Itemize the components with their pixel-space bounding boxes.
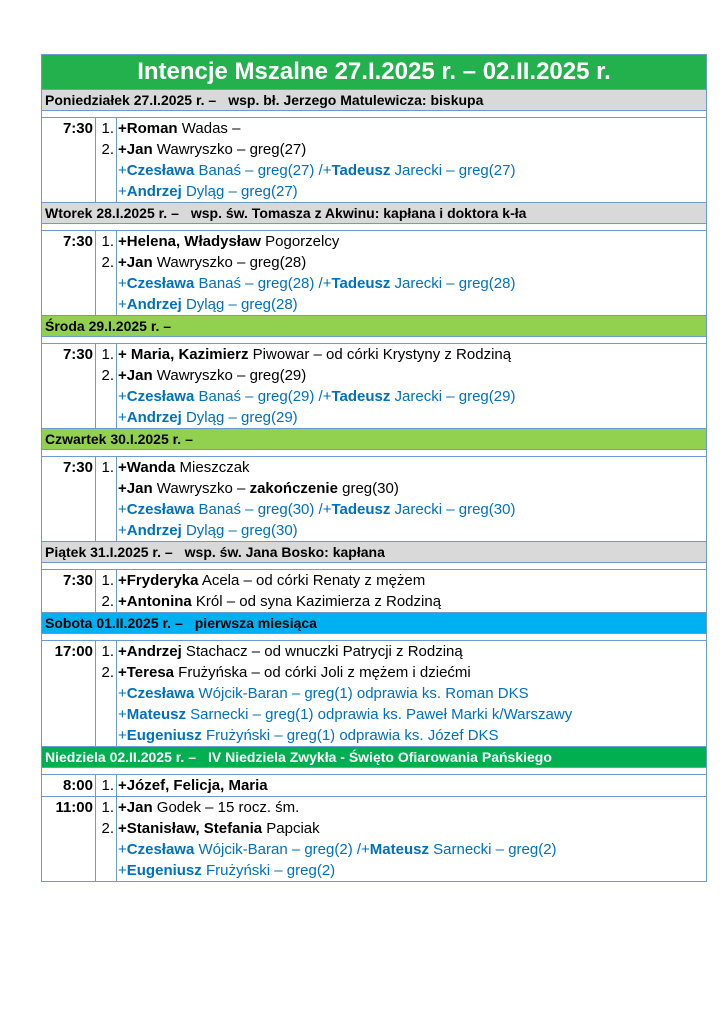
- intention-detail: Banaś – greg(29) /+: [194, 388, 332, 405]
- intention-name: Czesława: [126, 388, 195, 405]
- intention-text: [117, 181, 298, 202]
- intention-text: [117, 725, 499, 746]
- mass-time: 8:00: [42, 775, 96, 796]
- intention-text: [117, 252, 306, 273]
- intention-name: +Jan: [118, 254, 153, 271]
- intention-text: [117, 294, 298, 315]
- intention-number: [96, 181, 117, 202]
- row-spacer: [42, 337, 706, 344]
- intention-line: [96, 818, 706, 839]
- intention-text: [117, 591, 441, 612]
- row-spacer: [42, 768, 706, 775]
- intention-number: 1.: [96, 775, 117, 796]
- intention-text: [117, 570, 425, 591]
- intention-name: +Józef, Felicja, Maria: [118, 777, 268, 794]
- mass-time: 7:30: [42, 344, 96, 428]
- intention-detail: Papciak: [262, 820, 320, 837]
- intention-number: [96, 725, 117, 746]
- row-spacer: [42, 111, 706, 118]
- intention-line: [96, 704, 706, 725]
- mass-time: 11:00: [42, 797, 96, 881]
- intention-line: [96, 775, 706, 796]
- intention-detail: Wawryszko – greg(29): [152, 367, 307, 384]
- intention-detail: Wadas –: [177, 120, 241, 137]
- intention-number: [96, 704, 117, 725]
- row-spacer: [42, 450, 706, 457]
- day-date: Wtorek 28.I.2025 r. –: [45, 205, 179, 221]
- intention-number: 1.: [96, 570, 117, 591]
- intention-name: +Jan: [118, 799, 153, 816]
- intention-text: [117, 407, 298, 428]
- intention-line: [96, 797, 706, 818]
- intention-text: [117, 818, 320, 839]
- intention-name: Eugeniusz: [126, 862, 202, 879]
- intention-name: +Antonina: [118, 593, 192, 610]
- intention-detail: Jarecki – greg(30): [390, 501, 516, 518]
- intention-text: [117, 457, 250, 478]
- intention-number: [96, 499, 117, 520]
- mass-row: [42, 118, 706, 203]
- intention-line: [96, 520, 706, 541]
- intention-number: 2.: [96, 365, 117, 386]
- intention-detail: Król – od syna Kazimierza z Rodziną: [191, 593, 442, 610]
- intention-name: Andrzej: [126, 409, 182, 426]
- intentions-table: [41, 54, 707, 882]
- intention-detail: +: [118, 183, 127, 200]
- intention-line: [96, 499, 706, 520]
- intention-text: [117, 386, 515, 407]
- intention-detail: Dyląg – greg(27): [181, 183, 298, 200]
- intention-text: [117, 520, 298, 541]
- intention-text: [117, 641, 463, 662]
- intention-detail: +: [118, 685, 127, 702]
- intention-detail: Wawryszko – greg(27): [152, 141, 307, 158]
- intention-detail: Mieszczak: [175, 459, 250, 476]
- intention-number: 1.: [96, 641, 117, 662]
- intention-name: Andrzej: [126, 183, 182, 200]
- intention-text: [117, 704, 572, 725]
- intention-text: [117, 662, 471, 683]
- intention-text: [117, 683, 529, 704]
- intention-line: [96, 478, 706, 499]
- intention-text: [117, 231, 339, 252]
- intention-name: Tadeusz: [331, 501, 391, 518]
- intention-line: [96, 181, 706, 202]
- intention-detail: Frużyński – greg(1) odprawia ks. Józef DKS: [201, 727, 499, 744]
- intention-name: Andrzej: [126, 522, 182, 539]
- mass-time: 17:00: [42, 641, 96, 746]
- intention-name: Tadeusz: [331, 162, 391, 179]
- intention-name: +Helena, Władysław: [118, 233, 261, 250]
- intention-line: [96, 683, 706, 704]
- intention-detail: +: [118, 388, 127, 405]
- intention-name: Eugeniusz: [126, 727, 202, 744]
- intention-number: [96, 160, 117, 181]
- intention-name: zakończenie: [249, 480, 338, 497]
- intention-text: [117, 797, 299, 818]
- intention-detail: Piwowar – od córki Krystyny z Rodziną: [248, 346, 512, 363]
- intention-text: [117, 365, 306, 386]
- intention-name: +Jan: [118, 480, 153, 497]
- intention-line: [96, 570, 706, 591]
- mass-time: 7:30: [42, 231, 96, 315]
- intention-line: [96, 273, 706, 294]
- intention-detail: Dyląg – greg(30): [181, 522, 298, 539]
- intention-number: 2.: [96, 139, 117, 160]
- intention-detail: Banaś – greg(30) /+: [194, 501, 332, 518]
- intention-line: [96, 344, 706, 365]
- intention-line: [96, 160, 706, 181]
- intention-detail: Wawryszko –: [152, 480, 250, 497]
- intention-detail: Godek – 15 rocz. śm.: [152, 799, 300, 816]
- intention-text: [117, 344, 511, 365]
- intention-number: [96, 294, 117, 315]
- intention-name: +Jan: [118, 367, 153, 384]
- intention-line: [96, 118, 706, 139]
- mass-row: [42, 231, 706, 316]
- intention-name: Tadeusz: [331, 388, 391, 405]
- intention-detail: +: [118, 409, 127, 426]
- intention-name: Czesława: [126, 275, 195, 292]
- day-feast: IV Niedziela Zwykła - Święto Ofiarowania Pańskiego: [208, 749, 552, 765]
- intention-name: +Wanda: [118, 459, 176, 476]
- intention-detail: Stachacz – od wnuczki Patrycji z Rodziną: [181, 643, 463, 660]
- intention-line: [96, 860, 706, 881]
- intention-detail: Jarecki – greg(28): [390, 275, 516, 292]
- intention-number: [96, 683, 117, 704]
- intention-number: [96, 273, 117, 294]
- intention-number: [96, 407, 117, 428]
- intention-line: [96, 457, 706, 478]
- day-feast: pierwsza miesiąca: [194, 615, 317, 631]
- mass-row: [42, 797, 706, 882]
- day-header: [42, 316, 706, 337]
- intention-number: [96, 860, 117, 881]
- intention-detail: +: [118, 862, 127, 879]
- intention-number: [96, 839, 117, 860]
- mass-row: [42, 641, 706, 747]
- intention-detail: Frużyńska – od córki Joli z mężem i dziećmi: [174, 664, 471, 681]
- intention-text: [117, 139, 306, 160]
- mass-time: 7:30: [42, 570, 96, 612]
- intention-detail: Acela – od córki Renaty z mężem: [198, 572, 426, 589]
- intention-detail: +: [118, 522, 127, 539]
- intention-detail: Banaś – greg(27) /+: [194, 162, 332, 179]
- intention-line: [96, 407, 706, 428]
- intention-number: [96, 478, 117, 499]
- intention-detail: Jarecki – greg(29): [390, 388, 516, 405]
- row-spacer: [42, 224, 706, 231]
- day-date: Czwartek 30.I.2025 r. –: [45, 431, 193, 447]
- day-header: [42, 203, 706, 224]
- intention-text: [117, 118, 240, 139]
- intention-detail: Wawryszko – greg(28): [152, 254, 307, 271]
- intention-number: 2.: [96, 252, 117, 273]
- intention-line: [96, 641, 706, 662]
- intention-text: [117, 860, 335, 881]
- row-spacer: [42, 634, 706, 641]
- intention-number: 2.: [96, 662, 117, 683]
- intention-number: 2.: [96, 818, 117, 839]
- day-date: Poniedziałek 27.I.2025 r. –: [45, 92, 217, 108]
- intention-line: [96, 839, 706, 860]
- intention-name: Tadeusz: [331, 275, 391, 292]
- intention-detail: +: [118, 296, 127, 313]
- intention-number: 1.: [96, 797, 117, 818]
- intention-text: [117, 478, 399, 499]
- day-header: [42, 747, 706, 768]
- mass-row: [42, 457, 706, 542]
- intention-name: +Teresa: [118, 664, 175, 681]
- intention-name: +Andrzej: [118, 643, 182, 660]
- intention-line: [96, 365, 706, 386]
- intention-line: [96, 231, 706, 252]
- day-date: Niedziela 02.II.2025 r. –: [45, 749, 196, 765]
- day-date: Środa 29.I.2025 r. –: [45, 318, 172, 334]
- intention-detail: Wójcik-Baran – greg(1) odprawia ks. Roman DKS: [194, 685, 529, 702]
- intention-name: +Roman: [118, 120, 178, 137]
- intention-line: [96, 591, 706, 612]
- intention-text: [117, 160, 515, 181]
- intention-detail: Jarecki – greg(27): [390, 162, 516, 179]
- mass-row: [42, 344, 706, 429]
- intention-detail: greg(30): [337, 480, 399, 497]
- intention-number: 1.: [96, 231, 117, 252]
- intention-detail: Dyląg – greg(29): [181, 409, 298, 426]
- intention-detail: +: [118, 275, 127, 292]
- intention-name: Mateusz: [369, 841, 429, 858]
- intention-detail: +: [118, 706, 127, 723]
- day-date: Piątek 31.I.2025 r. –: [45, 544, 173, 560]
- intention-name: Czesława: [126, 501, 195, 518]
- intention-text: [117, 499, 515, 520]
- day-header: [42, 542, 706, 563]
- intention-line: [96, 386, 706, 407]
- mass-time: 7:30: [42, 457, 96, 541]
- intention-detail: Banaś – greg(28) /+: [194, 275, 332, 292]
- intention-name: Andrzej: [126, 296, 182, 313]
- intention-name: +Jan: [118, 141, 153, 158]
- intention-name: Mateusz: [126, 706, 186, 723]
- page-title: Intencje Mszalne 27.I.2025 r. – 02.II.2025 r.: [42, 55, 706, 90]
- intention-line: [96, 294, 706, 315]
- intention-detail: Wójcik-Baran – greg(2) /+: [194, 841, 370, 858]
- intention-detail: +: [118, 727, 127, 744]
- intention-number: 1.: [96, 344, 117, 365]
- intention-detail: Pogorzelcy: [260, 233, 340, 250]
- intention-number: [96, 386, 117, 407]
- intention-text: [117, 839, 557, 860]
- intention-line: [96, 139, 706, 160]
- mass-time: 7:30: [42, 118, 96, 202]
- intention-name: +Stanisław, Stefania: [118, 820, 263, 837]
- mass-row: [42, 775, 706, 797]
- intention-line: [96, 252, 706, 273]
- mass-row: [42, 570, 706, 613]
- intention-line: [96, 662, 706, 683]
- intention-detail: Dyląg – greg(28): [181, 296, 298, 313]
- intention-name: + Maria, Kazimierz: [118, 346, 249, 363]
- row-spacer: [42, 563, 706, 570]
- days-container: [42, 90, 706, 882]
- day-header: [42, 429, 706, 450]
- intention-name: Czesława: [126, 685, 195, 702]
- intention-detail: +: [118, 501, 127, 518]
- intention-number: 1.: [96, 457, 117, 478]
- day-header: [42, 90, 706, 111]
- intention-name: +Fryderyka: [118, 572, 199, 589]
- intention-text: [117, 775, 268, 796]
- intention-name: Czesława: [126, 841, 195, 858]
- intention-detail: Frużyński – greg(2): [201, 862, 336, 879]
- day-header: [42, 613, 706, 634]
- intention-detail: Sarnecki – greg(1) odprawia ks. Paweł Marki k/Warszawy: [185, 706, 573, 723]
- intention-text: [117, 273, 515, 294]
- intention-detail: Sarnecki – greg(2): [428, 841, 557, 858]
- intention-number: 1.: [96, 118, 117, 139]
- intention-number: 2.: [96, 591, 117, 612]
- intention-detail: +: [118, 162, 127, 179]
- intention-number: [96, 520, 117, 541]
- intention-line: [96, 725, 706, 746]
- day-date: Sobota 01.II.2025 r. –: [45, 615, 183, 631]
- day-feast: wsp. bł. Jerzego Matulewicza: biskupa: [228, 92, 484, 108]
- day-feast: wsp. św. Jana Bosko: kapłana: [184, 544, 385, 560]
- intention-name: Czesława: [126, 162, 195, 179]
- day-feast: wsp. św. Tomasza z Akwinu: kapłana i doktora k-ła: [190, 205, 527, 221]
- intention-detail: +: [118, 841, 127, 858]
